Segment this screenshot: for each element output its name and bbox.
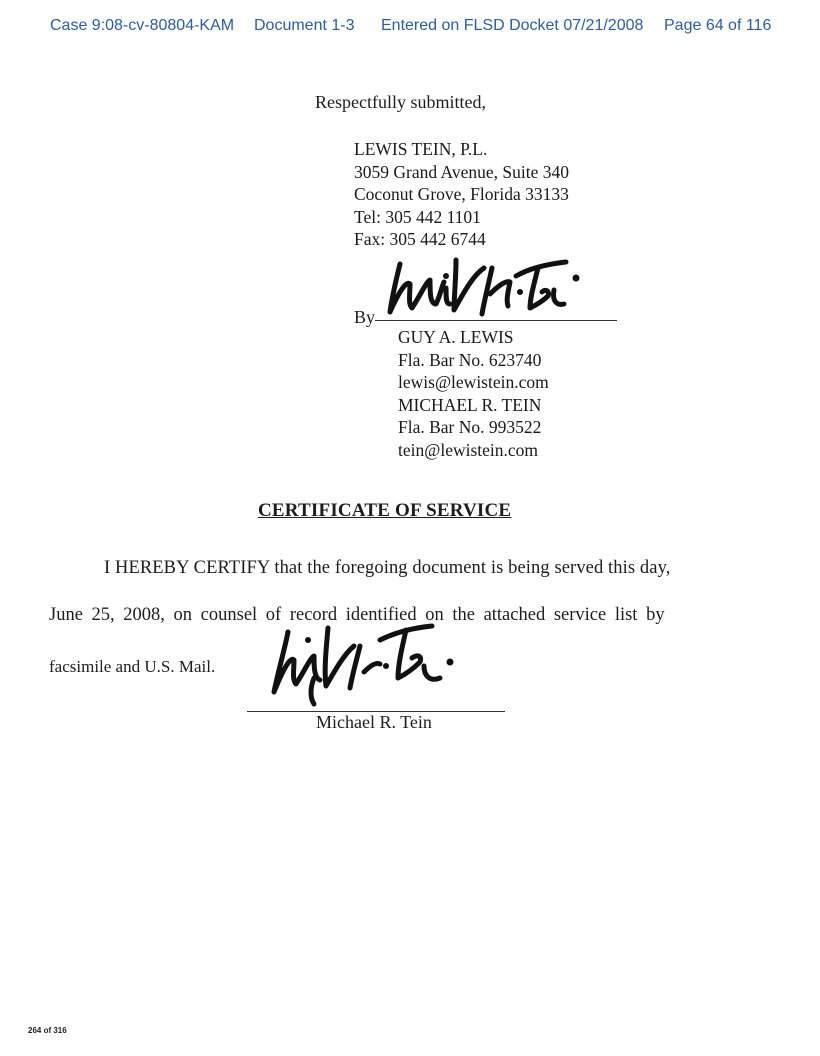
case-number: Case 9:08-cv-80804-KAM bbox=[50, 17, 235, 34]
attorney-line: Fla. Bar No. 993522 bbox=[398, 417, 542, 437]
pdf-page-counter: 264 of 316 bbox=[28, 1026, 67, 1035]
firm-address-line1: 3059 Grand Avenue, Suite 340 bbox=[354, 161, 569, 182]
attorney-line: MICHAEL R. TEIN bbox=[398, 394, 542, 415]
attorney-email-link[interactable]: tein@lewistein.com bbox=[398, 439, 539, 460]
firm-address-line2: Coconut Grove, Florida 33133 bbox=[354, 184, 569, 204]
attorney-line: Fla. Bar No. 623740 bbox=[398, 349, 542, 370]
document-number: Document 1-3 bbox=[254, 17, 355, 34]
signer-name: Michael R. Tein bbox=[316, 712, 432, 732]
page-number: Page 64 of 116 bbox=[664, 17, 772, 34]
docket-entry-date: Entered on FLSD Docket 07/21/2008 bbox=[381, 17, 644, 34]
certificate-text-line2: June 25, 2008, on counsel of record identified on the attached service list by bbox=[49, 605, 665, 625]
certificate-text-line1: I HEREBY CERTIFY that the foregoing document is being served this day, bbox=[104, 558, 671, 578]
signature-image bbox=[380, 246, 590, 318]
firm-telephone: Tel: 305 442 1101 bbox=[354, 206, 481, 227]
firm-block bbox=[354, 138, 569, 251]
firm-fax: Fax: 305 442 6744 bbox=[354, 229, 486, 249]
closing-line: Respectfully submitted, bbox=[315, 92, 486, 112]
attorney-line: GUY A. LEWIS bbox=[398, 327, 514, 347]
certificate-title: CERTIFICATE OF SERVICE bbox=[258, 500, 512, 521]
certificate-text-line3: facsimile and U.S. Mail. bbox=[49, 657, 216, 676]
firm-name: LEWIS TEIN, P.L. bbox=[354, 139, 488, 159]
attorney-email-link[interactable]: lewis@lewistein.com bbox=[398, 372, 549, 392]
attorney-block bbox=[398, 326, 549, 461]
by-label: By bbox=[354, 307, 376, 327]
signature-image bbox=[262, 610, 462, 705]
signature-line bbox=[375, 320, 617, 321]
